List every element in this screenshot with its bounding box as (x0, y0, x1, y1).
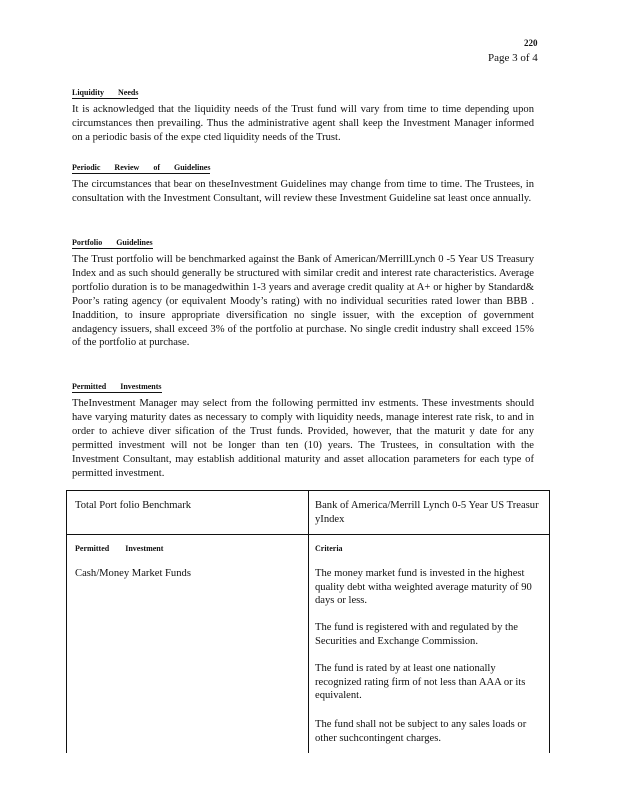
section-permitted-investments (72, 376, 534, 480)
table-column-divider (308, 491, 309, 753)
criteria-item: The money market fund is invested in the highest quality debt witha weighted average maturity of 90 days or less. (315, 568, 532, 606)
page-number: 220 (524, 38, 538, 48)
criteria-item: The fund is registered with and regulated by the Securities and Exchange Commission. (315, 622, 518, 647)
table-row-divider (67, 534, 549, 535)
criteria-header: Criteria (315, 544, 343, 553)
benchmark-value: Bank of America/Merrill Lynch 0-5 Year US Treasur yIndex (315, 500, 539, 525)
criteria-item: The fund shall not be subject to any sales loads or other suchcontingent charges. (315, 719, 527, 744)
section-text: The circumstances that bear on theseInvestment Guidelines may change from time to time. The Trustees, in consultation with the Investment Consultant, will review these Investment Guideline sat least once annually. (72, 179, 534, 204)
criteria-item: The fund is rated by at least one nationally recognized rating firm of not less than AAA or its equivalent. (315, 663, 526, 701)
investment-type: Cash/Money Market Funds (75, 568, 191, 579)
section-text: The Trust portfolio will be benchmarked against the Bank of American/MerrillLynch 0 -5 Year US Treasury Index and as such should generally be structured with similar credit and interest rate characteristics. Average portfolio duration is to be managedwithin 1-3 years and average credit quality at A+ or higher by Standard& Poor’s rating agency (or equivalent Moody’s rating) with no individual securities rated lower than BBB . Inaddition, to insure appropriate diversification no single issuer, with the exception of government andagency issuers, shall exceed 3% of the portfolio at purchase. No single credit industry shall exceed 15% of the portfolio at purchase. (72, 254, 534, 349)
section-text: TheInvestment Manager may select from the following permitted inv estments. These investments should have varying maturity dates as necessary to comply with liquidity needs, manage interest rate risk, to and in order to achieve diver sification of the Trust funds. Provided, however, that the maturit y date for any permitted investment will not be longer than ten (10) years. The Trustees, in consultation with the Investment Consultant, may establish additional maturity and asset allocation parameters for each type of permitted investment. (72, 398, 534, 479)
section-text: It is acknowledged that the liquidity needs of the Trust fund will vary from time to time depending upon circumstances then prevailing. Thus the administrative agent shall keep the Investment Manager informed on a periodic basis of the expe cted liquidity needs of the Trust. (72, 104, 534, 143)
section-heading: Portfolio Guidelines (72, 238, 153, 247)
benchmark-label: Total Port folio Benchmark (75, 500, 192, 511)
section-periodic-review (72, 157, 534, 206)
section-heading: Liquidity Needs (72, 88, 139, 97)
section-liquidity-needs (72, 82, 534, 145)
permitted-investment-header: Permitted Investment (75, 544, 164, 553)
section-heading: Permitted Investments (72, 382, 162, 391)
section-portfolio-guidelines (72, 232, 534, 350)
investment-table (66, 490, 550, 753)
page-indicator: Page 3 of 4 (488, 52, 538, 64)
section-heading: Periodic Review of Guidelines (72, 163, 211, 172)
